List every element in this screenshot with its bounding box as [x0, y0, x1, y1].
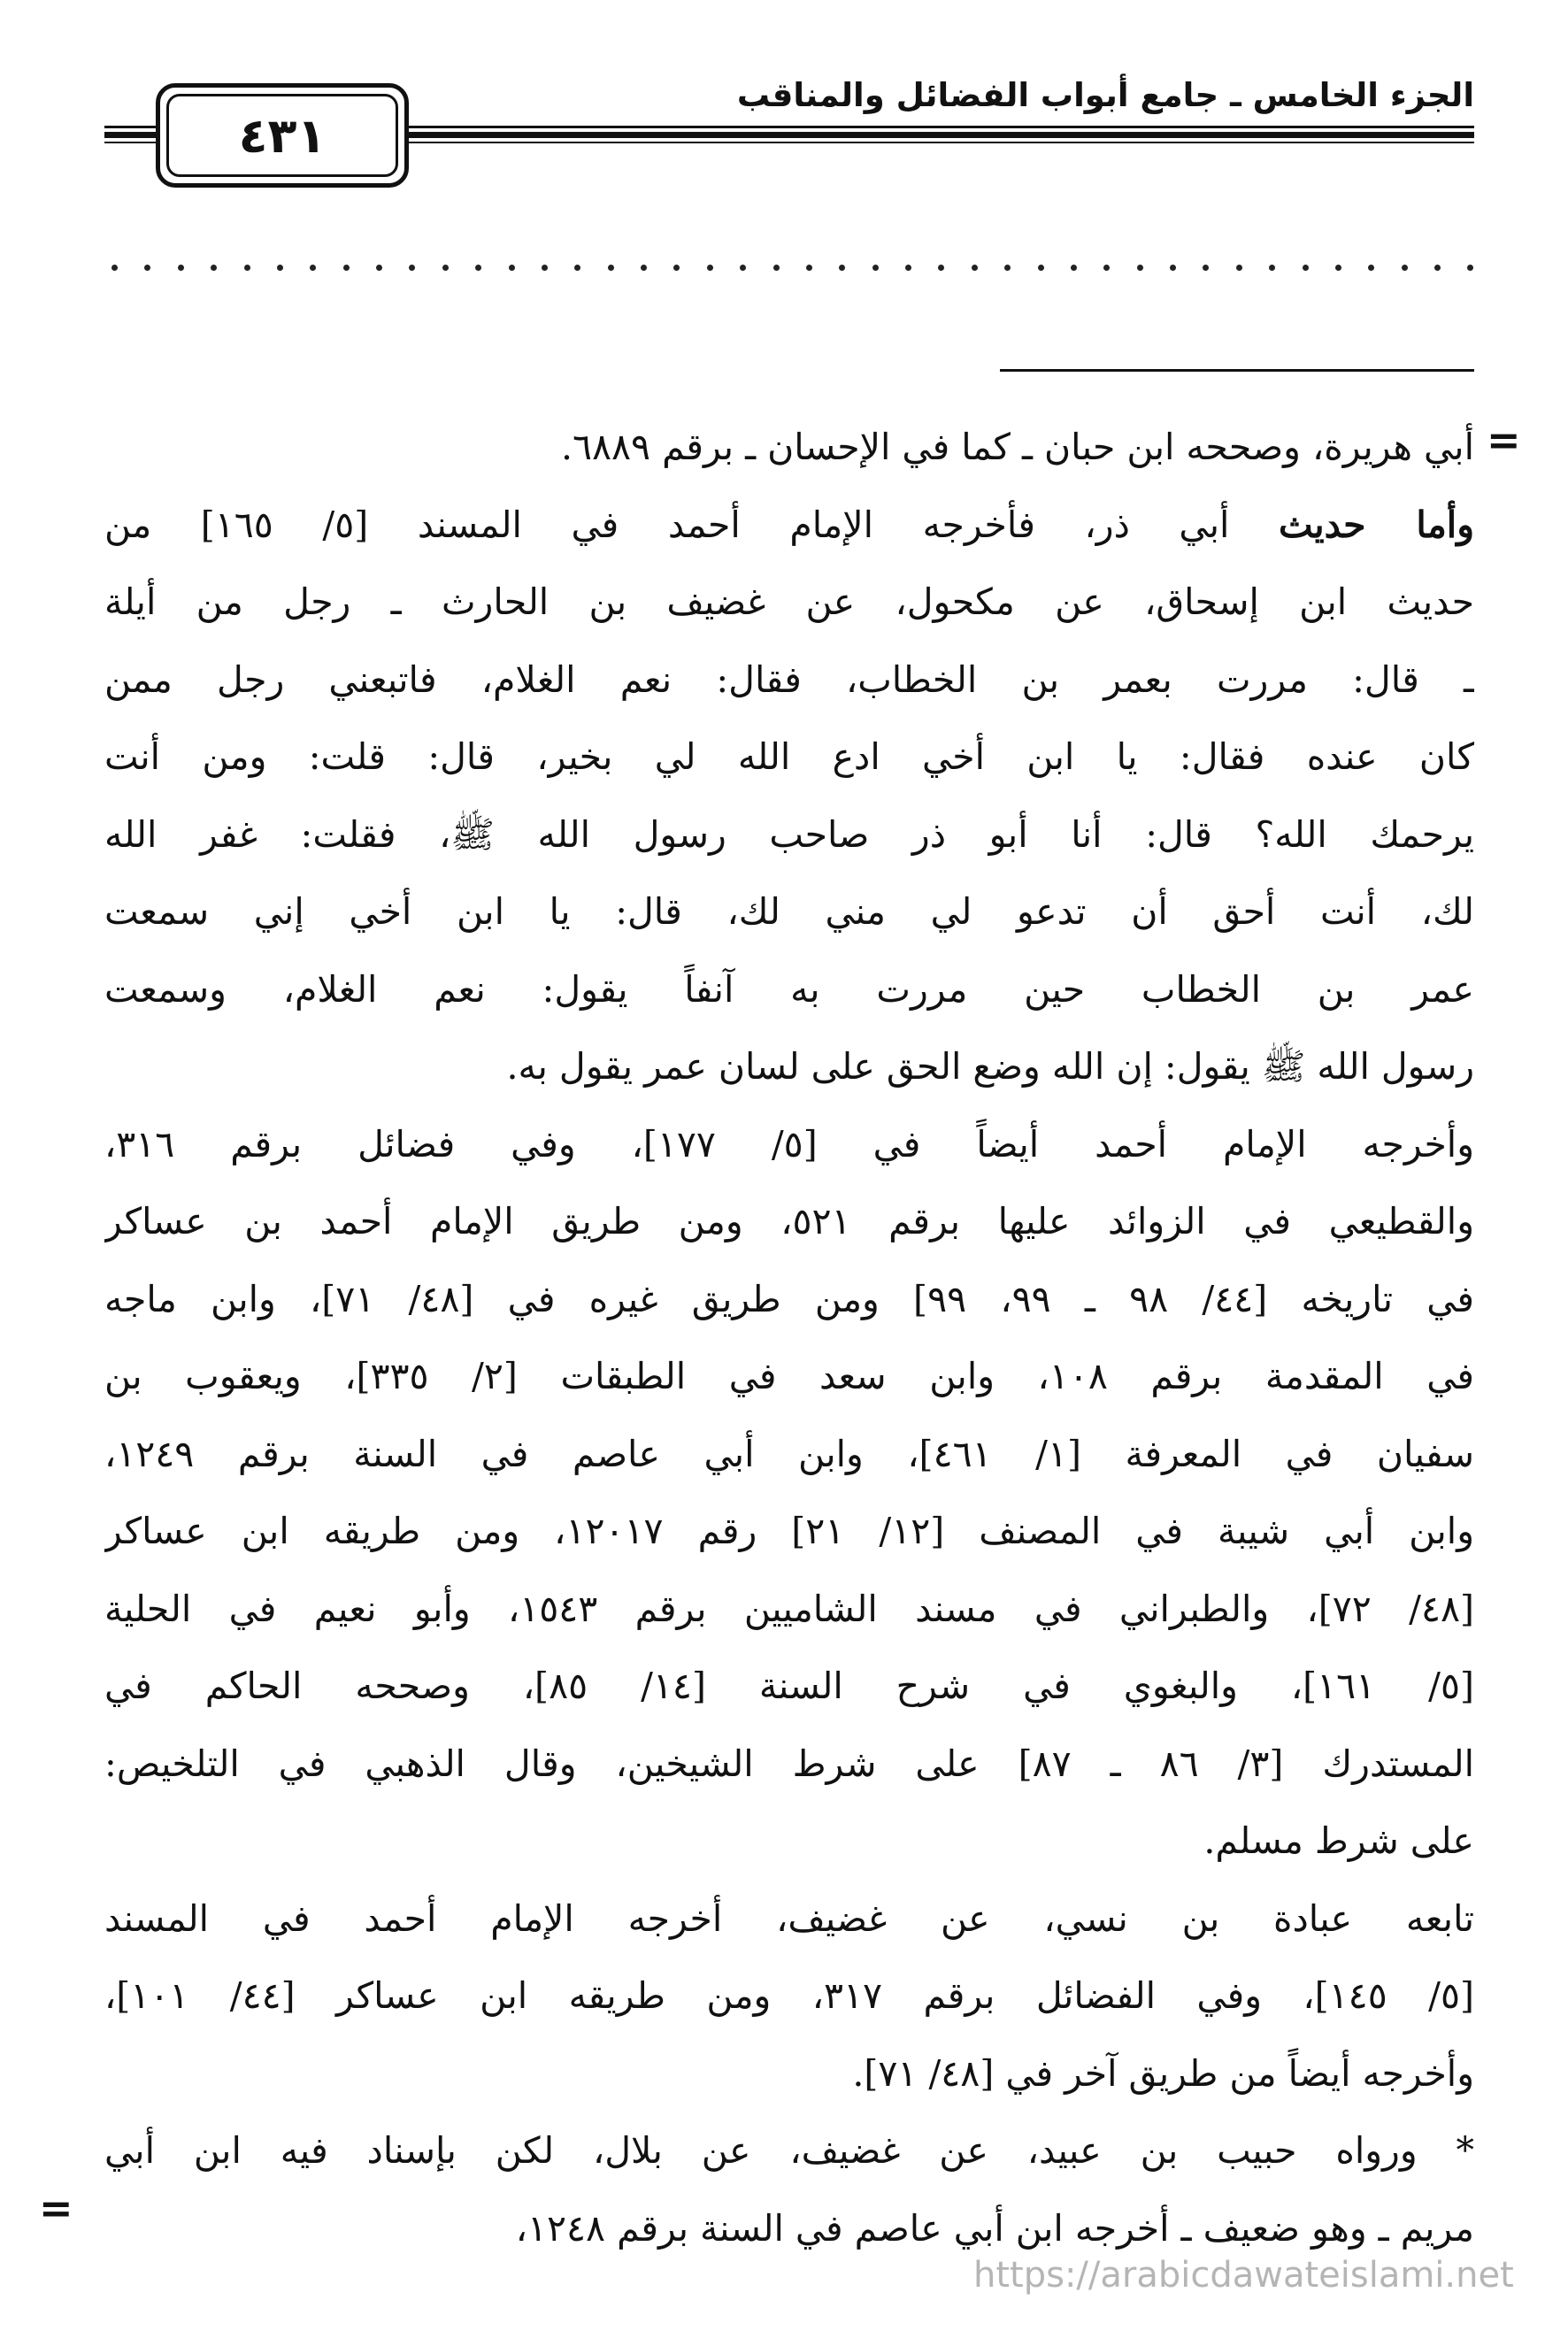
separator-dot [211, 265, 217, 271]
separator-dot [839, 265, 845, 271]
text-line [104, 1338, 1474, 1416]
line-text: * ورواه حبيب بن عبيد، عن غضيف، عن بلال، لكن بإسناد فيه ابن أبي [104, 2129, 1474, 2172]
separator-dot [1402, 265, 1408, 271]
line-text: عمر بن الخطاب حين مررت به آنفاً يقول: نعم الغلام، وسمعت [104, 967, 1474, 1011]
line-text: سفيان في المعرفة [١/ ٤٦١]، وابن أبي عاصم في السنة برقم ١٢٤٩، [104, 1432, 1474, 1475]
text-line [104, 2035, 1474, 2113]
footnote-rule [1000, 369, 1474, 372]
separator-dot [641, 265, 647, 271]
separator-dot [806, 265, 812, 271]
line-text: يرحمك الله؟ قال: أنا أبو ذر صاحب رسول الله ﷺ، فقلت: غفر الله [104, 812, 1474, 856]
line-text: والقطيعي في الزوائد عليها برقم ٥٢١، ومن طريق الإمام أحمد بن عساكر [104, 1200, 1474, 1242]
separator-dot [1203, 265, 1209, 271]
page-header [104, 69, 1474, 164]
text-line [104, 642, 1474, 719]
text-line [104, 1648, 1474, 1726]
continuation-mark-bottom: = [39, 2184, 73, 2232]
separator-dot [178, 265, 184, 271]
text-line [104, 1726, 1474, 1804]
running-head-title: الجزء الخامس ـ جامع أبواب الفضائل والمناقب [736, 76, 1474, 114]
separator-dot [1038, 265, 1044, 271]
line-text: مريم ـ وهو ضعيف ـ أخرجه ابن أبي عاصم في السنة برقم ١٢٤٨، [515, 2206, 1474, 2250]
line-text: رسول الله ﷺ يقول: إن الله وضع الحق على لسان عمر يقول به. [506, 1045, 1474, 1088]
line-text: ـ قال: مررت بعمر بن الخطاب، فقال: نعم الغلام، فاتبعني رجل ممن [104, 658, 1474, 701]
line-text: وابن أبي شيبة في المصنف [١٢/ ٢١] رقم ١٢٠١٧، ومن طريقه ابن عساكر [104, 1510, 1474, 1552]
separator-dot [938, 265, 944, 271]
line-text: على شرط مسلم. [1203, 1819, 1474, 1862]
separator-dot [409, 265, 415, 271]
text-line [104, 1881, 1474, 1958]
text-line [104, 1958, 1474, 2035]
text-line [104, 1493, 1474, 1571]
separator-dot [740, 265, 746, 271]
separator-dot [442, 265, 449, 271]
separator-dot [1137, 265, 1143, 271]
line-text: وأخرجه أيضاً من طريق آخر في [٤٨/ ٧١]. [852, 2051, 1474, 2095]
line-text: في المقدمة برقم ١٠٨، وابن سعد في الطبقات [٢/ ٣٣٥]، ويعقوب بن [104, 1355, 1474, 1397]
line-text: [٤٨/ ٧٢]، والطبراني في مسند الشاميين برقم ١٥٤٣، وأبو نعيم في الحلية [104, 1587, 1474, 1630]
separator-dot [310, 265, 316, 271]
separator-dot [277, 265, 283, 271]
text-line [104, 873, 1474, 951]
separator-dot [972, 265, 978, 271]
separator-dot [1335, 265, 1341, 271]
separator-dot [1269, 265, 1275, 271]
separator-dot [1170, 265, 1176, 271]
footnote-body [104, 409, 1474, 2267]
separator-dot [1467, 265, 1473, 271]
separator-dot [872, 265, 879, 271]
separator-dot [475, 265, 481, 271]
continuation-mark-top: = [1487, 416, 1521, 464]
text-line [104, 1803, 1474, 1881]
page-number-frame [156, 83, 409, 188]
text-line [104, 1183, 1474, 1261]
text-line [104, 1416, 1474, 1494]
separator-dot [542, 265, 548, 271]
separator-dot [1303, 265, 1309, 271]
separator-dot [144, 265, 150, 271]
separator-dot [1236, 265, 1242, 271]
text-line [104, 1106, 1474, 1184]
line-text: تابعه عبادة بن نسي، عن غضيف، أخرجه الإمام أحمد في المسند [104, 1896, 1474, 1940]
page-number: ٤٣١ [166, 94, 398, 177]
line-text: [٥/ ١٦١]، والبغوي في شرح السنة [١٤/ ٨٥]، وصححه الحاكم في [104, 1665, 1474, 1707]
text-line [104, 487, 1474, 565]
separator-dot [905, 265, 911, 271]
separator-dot [509, 265, 515, 271]
text-line [104, 2112, 1474, 2190]
text-line [104, 1028, 1474, 1106]
line-text: لك، أنت أحق أن تدعو لي مني لك، قال: يا ابن أخي إني سمعت [104, 890, 1474, 933]
separator-dot [244, 265, 250, 271]
separator-dot [574, 265, 580, 271]
separator-dot [1434, 265, 1441, 271]
separator-dot [1103, 265, 1110, 271]
separator-dot [608, 265, 614, 271]
separator-dot [707, 265, 713, 271]
separator-dot [1071, 265, 1077, 271]
line-text: وأخرجه الإمام أحمد أيضاً في [٥/ ١٧٧]، وفي فضائل برقم ٣١٦، [104, 1122, 1474, 1166]
text-line [104, 1261, 1474, 1339]
text-line [104, 564, 1474, 642]
site-watermark: https://arabicdawateislami.net [973, 2255, 1514, 2296]
separator-dot [376, 265, 382, 271]
separator-dot [673, 265, 680, 271]
separator-dot [111, 265, 118, 271]
text-line [104, 409, 1474, 487]
bold-lead-text: وأما حديث [1278, 503, 1474, 546]
line-text: المستدرك [٣/ ٨٦ ـ ٨٧] على شرط الشيخين، وقال الذهبي في التلخيص: [104, 1742, 1474, 1785]
text-line [104, 1571, 1474, 1649]
separator-dot [773, 265, 780, 271]
line-text: [٥/ ١٤٥]، وفي الفضائل برقم ٣١٧، ومن طريقه ابن عساكر [٤٤/ ١٠١]، [104, 1974, 1474, 2017]
separator-dot [343, 265, 350, 271]
dotted-separator [111, 241, 1474, 294]
separator-dot [1368, 265, 1374, 271]
text-line [104, 796, 1474, 874]
line-text: كان عنده فقال: يا ابن أخي ادع الله لي بخير، قال: قلت: ومن أنت [104, 735, 1474, 778]
text-line [104, 951, 1474, 1029]
line-text: أبي هريرة، وصححه ابن حبان ـ كما في الإحسان ـ برقم ٦٨٨٩. [560, 426, 1474, 468]
line-text: حديث ابن إسحاق، عن مكحول، عن غضيف بن الحارث ـ رجل من أيلة [104, 581, 1474, 623]
line-text: أبي ذر، فأخرجه الإمام أحمد في المسند [٥/ ١٦٥] من [104, 503, 1279, 546]
text-line [104, 719, 1474, 796]
line-text: في تاريخه [٤٤/ ٩٨ ـ ٩٩، ٩٩] ومن طريق غيره في [٤٨/ ٧١]، وابن ماجه [104, 1277, 1474, 1320]
separator-dot [1004, 265, 1011, 271]
